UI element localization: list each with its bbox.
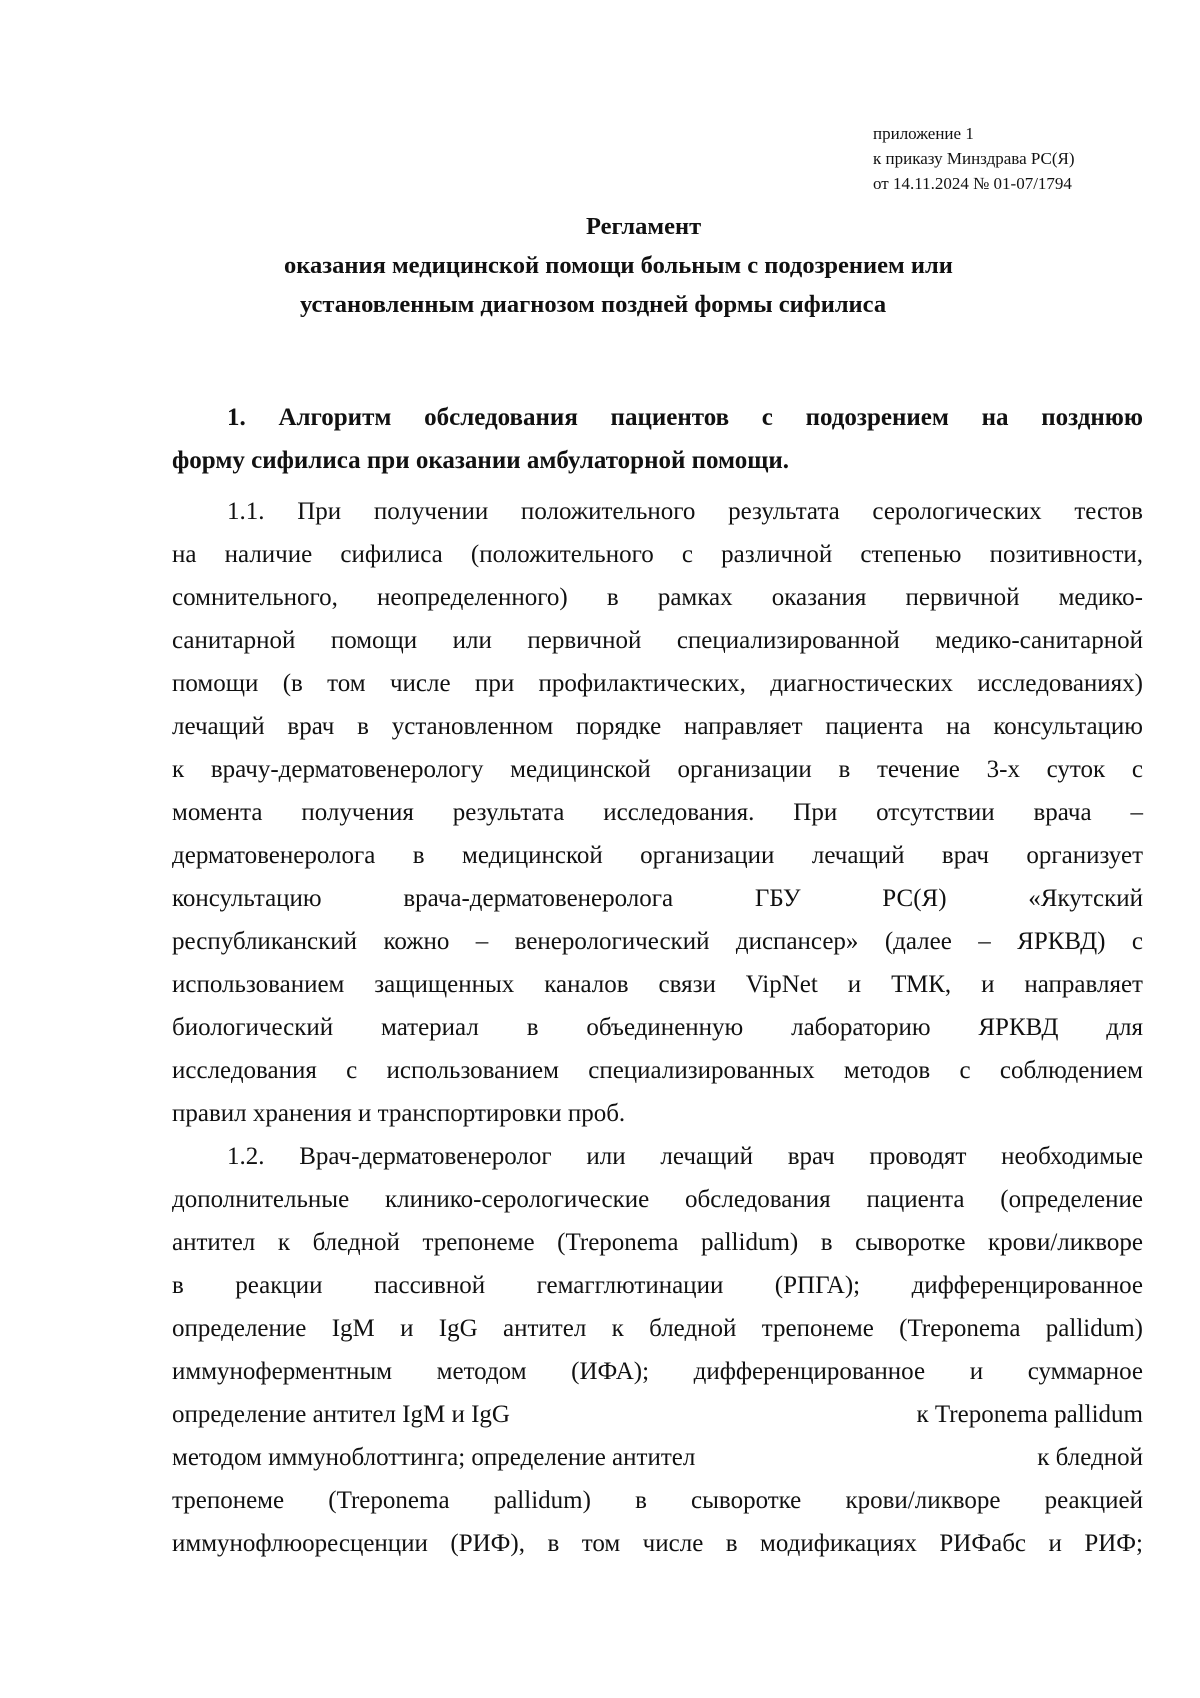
- paragraph-line: исследования с использованием специализированных методов с соблюдением: [172, 1057, 1143, 1084]
- title-line: установленным диагнозом поздней формы сифилиса: [300, 291, 887, 318]
- paragraph-line: биологический материал в объединенную лабораторию ЯРКВД для: [172, 1014, 1143, 1041]
- annex-line: от 14.11.2024 № 01-07/1794: [873, 174, 1072, 193]
- paragraph-line: к врачу-дерматовенерологу медицинской организации в течение 3-х суток с: [172, 756, 1143, 783]
- paragraph-line-left: методом иммуноблоттинга; определение антител: [172, 1444, 696, 1471]
- paragraph-line: антител к бледной трепонеме (Treponema pallidum) в сыворотке крови/ликворе: [172, 1229, 1143, 1256]
- paragraph-line: лечащий врач в установленном порядке направляет пациента на консультацию: [172, 713, 1143, 740]
- paragraph-line-split: [172, 1393, 1143, 1436]
- paragraph-line: консультацию врача-дерматовенеролога ГБУ РС(Я) «Якутский: [172, 885, 1143, 912]
- paragraph-line-right: к Treponema pallidum: [916, 1401, 1143, 1428]
- paragraph-line: в реакции пассивной гемагглютинации (РПГА); дифференцированное: [172, 1272, 1143, 1299]
- section-heading-line: форму сифилиса при оказании амбулаторной помощи.: [172, 447, 790, 474]
- paragraph-line-left: определение антител IgM и IgG: [172, 1401, 510, 1428]
- paragraph-line: правил хранения и транспортировки проб.: [172, 1100, 626, 1127]
- paragraph-line: иммуноферментным методом (ИФА); дифференцированное и суммарное: [172, 1358, 1143, 1385]
- paragraph-line: иммунофлюоресценции (РИФ), в том числе в модификациях РИФабс и РИФ;: [172, 1530, 1143, 1557]
- paragraph-line: на наличие сифилиса (положительного с различной степенью позитивности,: [172, 541, 1143, 568]
- paragraph-line: помощи (в том числе при профилактических, диагностических исследованиях): [172, 670, 1143, 697]
- annex-line: к приказу Минздрава РС(Я): [873, 149, 1075, 168]
- section-heading-line: 1. Алгоритм обследования пациентов с подозрением на позднюю: [227, 404, 1143, 431]
- paragraph-line: дерматовенеролога в медицинской организации лечащий врач организует: [172, 842, 1143, 869]
- paragraph-line: момента получения результата исследования. При отсутствии врача –: [172, 799, 1143, 826]
- title-line: оказания медицинской помощи больным с подозрением или: [284, 252, 953, 279]
- paragraph-line-right: к бледной: [1037, 1444, 1143, 1471]
- annex-reference: [873, 121, 1075, 196]
- title-line: Регламент: [586, 213, 702, 240]
- paragraph-line: сомнительного, неопределенного) в рамках оказания первичной медико-: [172, 584, 1143, 611]
- paragraph-1-1: [172, 490, 1143, 1135]
- paragraph-line: республиканский кожно – венерологический диспансер» (далее – ЯРКВД) с: [172, 928, 1143, 955]
- annex-line: приложение 1: [873, 124, 974, 143]
- section-heading: [172, 396, 1143, 482]
- paragraph-line: использованием защищенных каналов связи VipNet и ТМК, и направляет: [172, 971, 1143, 998]
- paragraph-1-2: [172, 1135, 1143, 1565]
- paragraph-line: дополнительные клинико-серологические обследования пациента (определение: [172, 1186, 1143, 1213]
- paragraph-line: санитарной помощи или первичной специализированной медико-санитарной: [172, 627, 1143, 654]
- paragraph-line: определение IgM и IgG антител к бледной трепонеме (Treponema pallidum): [172, 1315, 1143, 1342]
- paragraph-line-split: [172, 1436, 1143, 1479]
- paragraph-line: трепонеме (Treponema pallidum) в сыворотке крови/ликворе реакцией: [172, 1487, 1143, 1514]
- paragraph-line: 1.2. Врач-дерматовенеролог или лечащий врач проводят необходимые: [227, 1143, 1143, 1170]
- paragraph-line: 1.1. При получении положительного результата серологических тестов: [227, 498, 1143, 525]
